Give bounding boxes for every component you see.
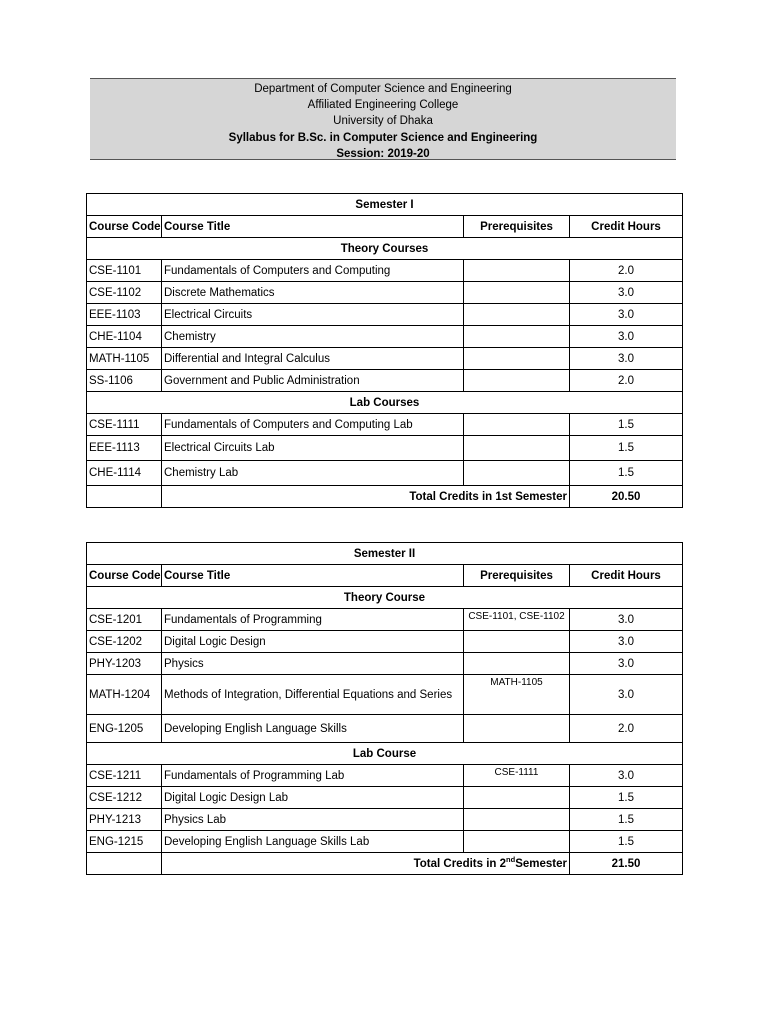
- course-row: [87, 414, 683, 436]
- course-prerequisites: [464, 260, 570, 282]
- course-prerequisites: [464, 326, 570, 348]
- course-credit: 1.5: [570, 809, 683, 831]
- course-credit: 3.0: [570, 653, 683, 675]
- course-credit: 2.0: [570, 370, 683, 392]
- course-row: [87, 653, 683, 675]
- course-row: [87, 370, 683, 392]
- course-title: Electrical Circuits Lab: [162, 436, 464, 461]
- course-code: CSE-1101: [87, 260, 162, 282]
- course-prerequisites: [464, 414, 570, 436]
- column-header-row: [87, 216, 683, 238]
- column-header-prereq: Prerequisites: [464, 565, 570, 587]
- course-title: Chemistry: [162, 326, 464, 348]
- total-label-ordinal: nd: [506, 854, 516, 864]
- course-credit: 3.0: [570, 348, 683, 370]
- university-name: University of Dhaka: [333, 115, 433, 128]
- course-credit: 3.0: [570, 326, 683, 348]
- course-prerequisites: [464, 304, 570, 326]
- syllabus-title: Syllabus for B.Sc. in Computer Science and Engineering: [228, 131, 538, 144]
- course-row: [87, 609, 683, 631]
- total-row: [87, 853, 683, 875]
- department-name: Department of Computer Science and Engineering: [254, 83, 512, 95]
- total-value: 20.50: [570, 486, 683, 508]
- column-header-title: Course Title: [162, 216, 464, 238]
- course-code: PHY-1213: [87, 809, 162, 831]
- course-row: [87, 326, 683, 348]
- total-empty-cell: [87, 853, 162, 875]
- course-title: Methods of Integration, Differential Equations and Series: [162, 675, 464, 715]
- total-label: [162, 853, 570, 875]
- semester-2-table: [86, 542, 683, 875]
- course-code: MATH-1204: [87, 675, 162, 715]
- lab-heading: Lab Course: [87, 743, 683, 765]
- column-header-code: Course Code: [87, 565, 162, 587]
- course-credit: 2.0: [570, 715, 683, 743]
- semester-title: Semester II: [87, 543, 683, 565]
- course-prerequisites: [464, 715, 570, 743]
- course-credit: 3.0: [570, 304, 683, 326]
- course-code: EEE-1113: [87, 436, 162, 461]
- course-prerequisites: [464, 348, 570, 370]
- course-row: [87, 715, 683, 743]
- course-credit: 1.5: [570, 831, 683, 853]
- course-row: [87, 461, 683, 486]
- course-code: CSE-1111: [87, 414, 162, 436]
- course-code: ENG-1205: [87, 715, 162, 743]
- course-code: CHE-1104: [87, 326, 162, 348]
- course-title: Differential and Integral Calculus: [162, 348, 464, 370]
- course-prerequisites: [464, 787, 570, 809]
- course-credit: 3.0: [570, 765, 683, 787]
- course-title: Fundamentals of Programming: [162, 609, 464, 631]
- course-prerequisites: MATH-1105: [464, 675, 570, 715]
- course-prerequisites: [464, 461, 570, 486]
- total-value: 21.50: [570, 853, 683, 875]
- course-code: MATH-1105: [87, 348, 162, 370]
- course-credit: 3.0: [570, 282, 683, 304]
- course-title: Fundamentals of Programming Lab: [162, 765, 464, 787]
- course-row: [87, 675, 683, 715]
- course-row: [87, 436, 683, 461]
- course-row: [87, 809, 683, 831]
- course-credit: 1.5: [570, 436, 683, 461]
- college-name: Affiliated Engineering College: [307, 99, 459, 112]
- course-row: [87, 831, 683, 853]
- course-prerequisites: [464, 282, 570, 304]
- course-code: EEE-1103: [87, 304, 162, 326]
- lab-heading: Lab Courses: [87, 392, 683, 414]
- semester-title: Semester I: [87, 194, 683, 216]
- semester-title-row: [87, 543, 683, 565]
- course-prerequisites: [464, 370, 570, 392]
- course-credit: 2.0: [570, 260, 683, 282]
- course-code: CSE-1102: [87, 282, 162, 304]
- course-row: [87, 631, 683, 653]
- course-prerequisites: [464, 809, 570, 831]
- course-title: Developing English Language Skills: [162, 715, 464, 743]
- course-credit: 1.5: [570, 414, 683, 436]
- course-credit: 1.5: [570, 787, 683, 809]
- course-title: Physics Lab: [162, 809, 464, 831]
- course-prerequisites: [464, 436, 570, 461]
- course-title: Digital Logic Design: [162, 631, 464, 653]
- course-title: Fundamentals of Computers and Computing Lab: [162, 414, 464, 436]
- course-code: PHY-1203: [87, 653, 162, 675]
- course-title: Discrete Mathematics: [162, 282, 464, 304]
- course-title: Developing English Language Skills Lab: [162, 831, 464, 853]
- semester-title-row: [87, 194, 683, 216]
- course-title: Physics: [162, 653, 464, 675]
- course-prerequisites: [464, 653, 570, 675]
- course-code: CSE-1212: [87, 787, 162, 809]
- total-label-tail: Semester: [515, 857, 567, 870]
- column-header-row: [87, 565, 683, 587]
- section-heading-row: [87, 238, 683, 260]
- course-credit: 3.0: [570, 631, 683, 653]
- section-heading-row: [87, 392, 683, 414]
- course-credit: 3.0: [570, 609, 683, 631]
- course-title: Government and Public Administration: [162, 370, 464, 392]
- course-code: CSE-1211: [87, 765, 162, 787]
- column-header-code: Course Code: [87, 216, 162, 238]
- column-header-credit: Credit Hours: [570, 565, 683, 587]
- course-code: ENG-1215: [87, 831, 162, 853]
- course-code: CSE-1202: [87, 631, 162, 653]
- course-title: Fundamentals of Computers and Computing: [162, 260, 464, 282]
- course-credit: 3.0: [570, 675, 683, 715]
- total-row: [87, 486, 683, 508]
- course-code: CSE-1201: [87, 609, 162, 631]
- course-prerequisites: CSE-1111: [464, 765, 570, 787]
- course-title: Electrical Circuits: [162, 304, 464, 326]
- total-label-main: Total Credits in 2: [413, 857, 507, 870]
- course-prerequisites: [464, 831, 570, 853]
- column-header-prereq: Prerequisites: [464, 216, 570, 238]
- course-code: SS-1106: [87, 370, 162, 392]
- course-row: [87, 787, 683, 809]
- course-row: [87, 282, 683, 304]
- column-header-credit: Credit Hours: [570, 216, 683, 238]
- course-row: [87, 260, 683, 282]
- course-title: Chemistry Lab: [162, 461, 464, 486]
- total-empty-cell: [87, 486, 162, 508]
- section-heading-row: [87, 743, 683, 765]
- document-header: [90, 78, 676, 160]
- theory-heading: Theory Courses: [87, 238, 683, 260]
- course-row: [87, 765, 683, 787]
- semester-1-table: [86, 193, 683, 508]
- theory-heading: Theory Course: [87, 587, 683, 609]
- course-prerequisites: CSE-1101, CSE-1102: [464, 609, 570, 631]
- course-row: [87, 304, 683, 326]
- course-prerequisites: [464, 631, 570, 653]
- session-label: Session: 2019-20: [336, 147, 430, 160]
- course-credit: 1.5: [570, 461, 683, 486]
- course-code: CHE-1114: [87, 461, 162, 486]
- total-label: Total Credits in 1st Semester: [162, 486, 570, 508]
- section-heading-row: [87, 587, 683, 609]
- course-row: [87, 348, 683, 370]
- course-title: Digital Logic Design Lab: [162, 787, 464, 809]
- column-header-title: Course Title: [162, 565, 464, 587]
